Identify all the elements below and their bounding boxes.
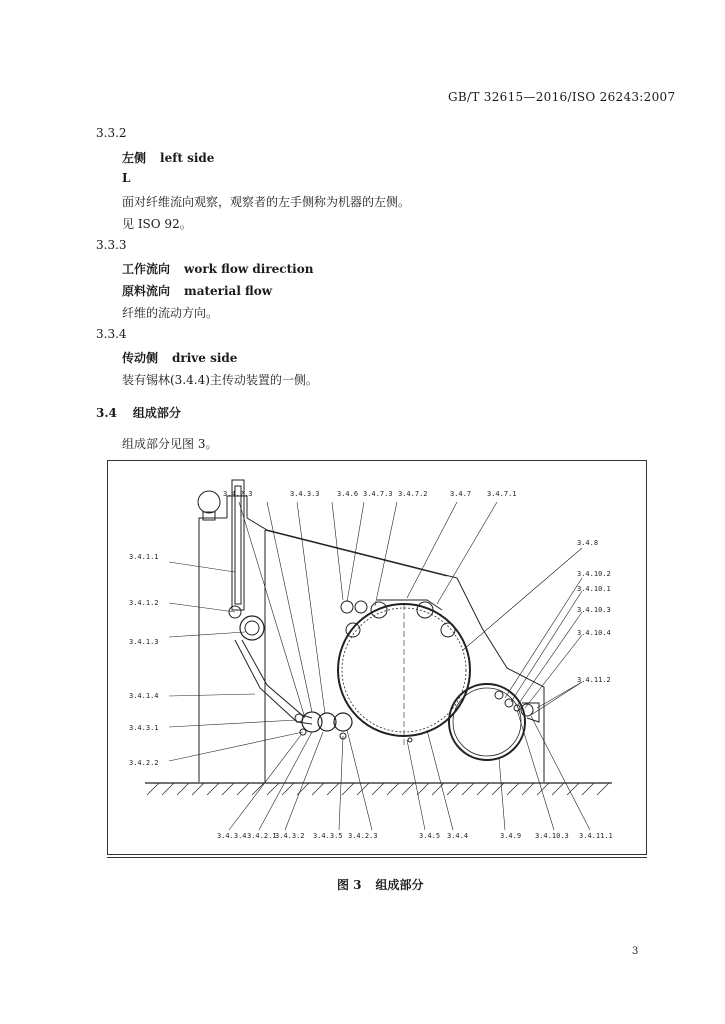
- label: 3.4.5: [419, 832, 441, 840]
- standard-id: GB/T 32615—2016/ISO 26243:2007: [448, 90, 676, 104]
- label: 3.4.1.2: [129, 599, 159, 607]
- labels-right: [577, 539, 611, 684]
- label: 3.4.8: [577, 539, 599, 547]
- section-title: 组成部分: [132, 406, 181, 420]
- label: 3.4.2.3: [223, 490, 253, 498]
- label: 3.4.3.3: [290, 490, 320, 498]
- figure-caption: [337, 876, 424, 893]
- label: 3.4.10.4: [577, 629, 611, 637]
- figure-bottom-rule: [107, 857, 647, 858]
- label: 3.4.3.5: [313, 832, 343, 840]
- section-heading: [96, 404, 181, 421]
- caption-number: 图 3: [337, 878, 362, 892]
- flat-roller: [346, 623, 360, 637]
- label: 3.4.1.4: [129, 692, 159, 700]
- label: 3.4.9: [500, 832, 522, 840]
- alt-term-cn: 原料流向: [122, 284, 171, 298]
- label: 3.4.3.1: [129, 724, 159, 732]
- label: 3.4.6: [337, 490, 359, 498]
- section-text: 组成部分见图 3。: [122, 437, 218, 451]
- flat-roller: [355, 601, 367, 613]
- term-line: [122, 260, 313, 277]
- label: 3.4.3.4: [217, 832, 247, 840]
- label: 3.4.7.3: [363, 490, 393, 498]
- section-number: 3.3.4: [96, 327, 127, 341]
- label: 3.4.10.2: [577, 570, 611, 578]
- section-number: 3.4: [96, 406, 117, 420]
- transfer-roller-2: [334, 713, 352, 731]
- label: 3.4.10.3: [577, 606, 611, 614]
- term-symbol: L: [122, 171, 131, 185]
- page-number: 3: [632, 946, 639, 957]
- alt-term-en: material flow: [184, 284, 273, 298]
- caption-title: 组成部分: [375, 878, 424, 892]
- label: 3.4.10.1: [577, 585, 611, 593]
- definition: 面对纤维流向观察，观察者的左手侧称为机器的左侧。: [122, 195, 411, 209]
- label: 3.4.7.2: [398, 490, 428, 498]
- term-line: [122, 349, 237, 366]
- feed-roller: [240, 616, 264, 640]
- term-cn: 工作流向: [122, 262, 171, 276]
- note: 见 ISO 92。: [122, 217, 192, 231]
- feed-roller-small: [229, 606, 241, 618]
- label: 3.4.1.3: [129, 638, 159, 646]
- section-number: 3.3.3: [96, 238, 127, 252]
- label: 3.4.4: [447, 832, 469, 840]
- label: 3.4.7: [450, 490, 472, 498]
- feed-roll-small: [295, 714, 303, 722]
- label: 3.4.3.2: [275, 832, 305, 840]
- doffer-inner: [453, 688, 521, 756]
- stripping-roller: [495, 691, 503, 699]
- licker-in-roller: [302, 712, 322, 732]
- cylinder-center-mark: [408, 738, 412, 742]
- definition: 纤维的流动方向。: [122, 306, 219, 320]
- transfer-roller: [318, 713, 336, 731]
- flat-roller: [441, 623, 455, 637]
- fan-circle: [198, 491, 220, 513]
- labels-top: [223, 490, 517, 498]
- flat-roller: [341, 601, 353, 613]
- ground-hatch: [145, 783, 612, 795]
- definition: 装有锡林(3.4.4)主传动装置的一侧。: [122, 373, 318, 387]
- label: 3.4.2.2: [129, 759, 159, 767]
- alt-term-line: [122, 282, 272, 299]
- term-cn: 传动侧: [122, 351, 159, 365]
- term-en: left side: [160, 151, 215, 165]
- section-number: 3.3.2: [96, 126, 127, 140]
- term-en: work flow direction: [184, 262, 314, 276]
- label: 3.4.10.3: [535, 832, 569, 840]
- doffer: [449, 684, 525, 760]
- label: 3.4.1.1: [129, 553, 159, 561]
- feed-roller-inner: [245, 621, 259, 635]
- machine-diagram: [107, 460, 647, 855]
- machine-frame: [199, 496, 544, 782]
- term-line: [122, 149, 214, 166]
- labels-left: [129, 553, 159, 767]
- label: 3.4.7.1: [487, 490, 517, 498]
- chute: [232, 480, 312, 724]
- term-en: drive side: [172, 351, 238, 365]
- label: 3.4.2.1: [247, 832, 277, 840]
- label: 3.4.11.1: [579, 832, 613, 840]
- term-cn: 左侧: [122, 151, 147, 165]
- labels-bottom: [217, 832, 613, 840]
- label: 3.4.11.2: [577, 676, 611, 684]
- label: 3.4.2.3: [348, 832, 378, 840]
